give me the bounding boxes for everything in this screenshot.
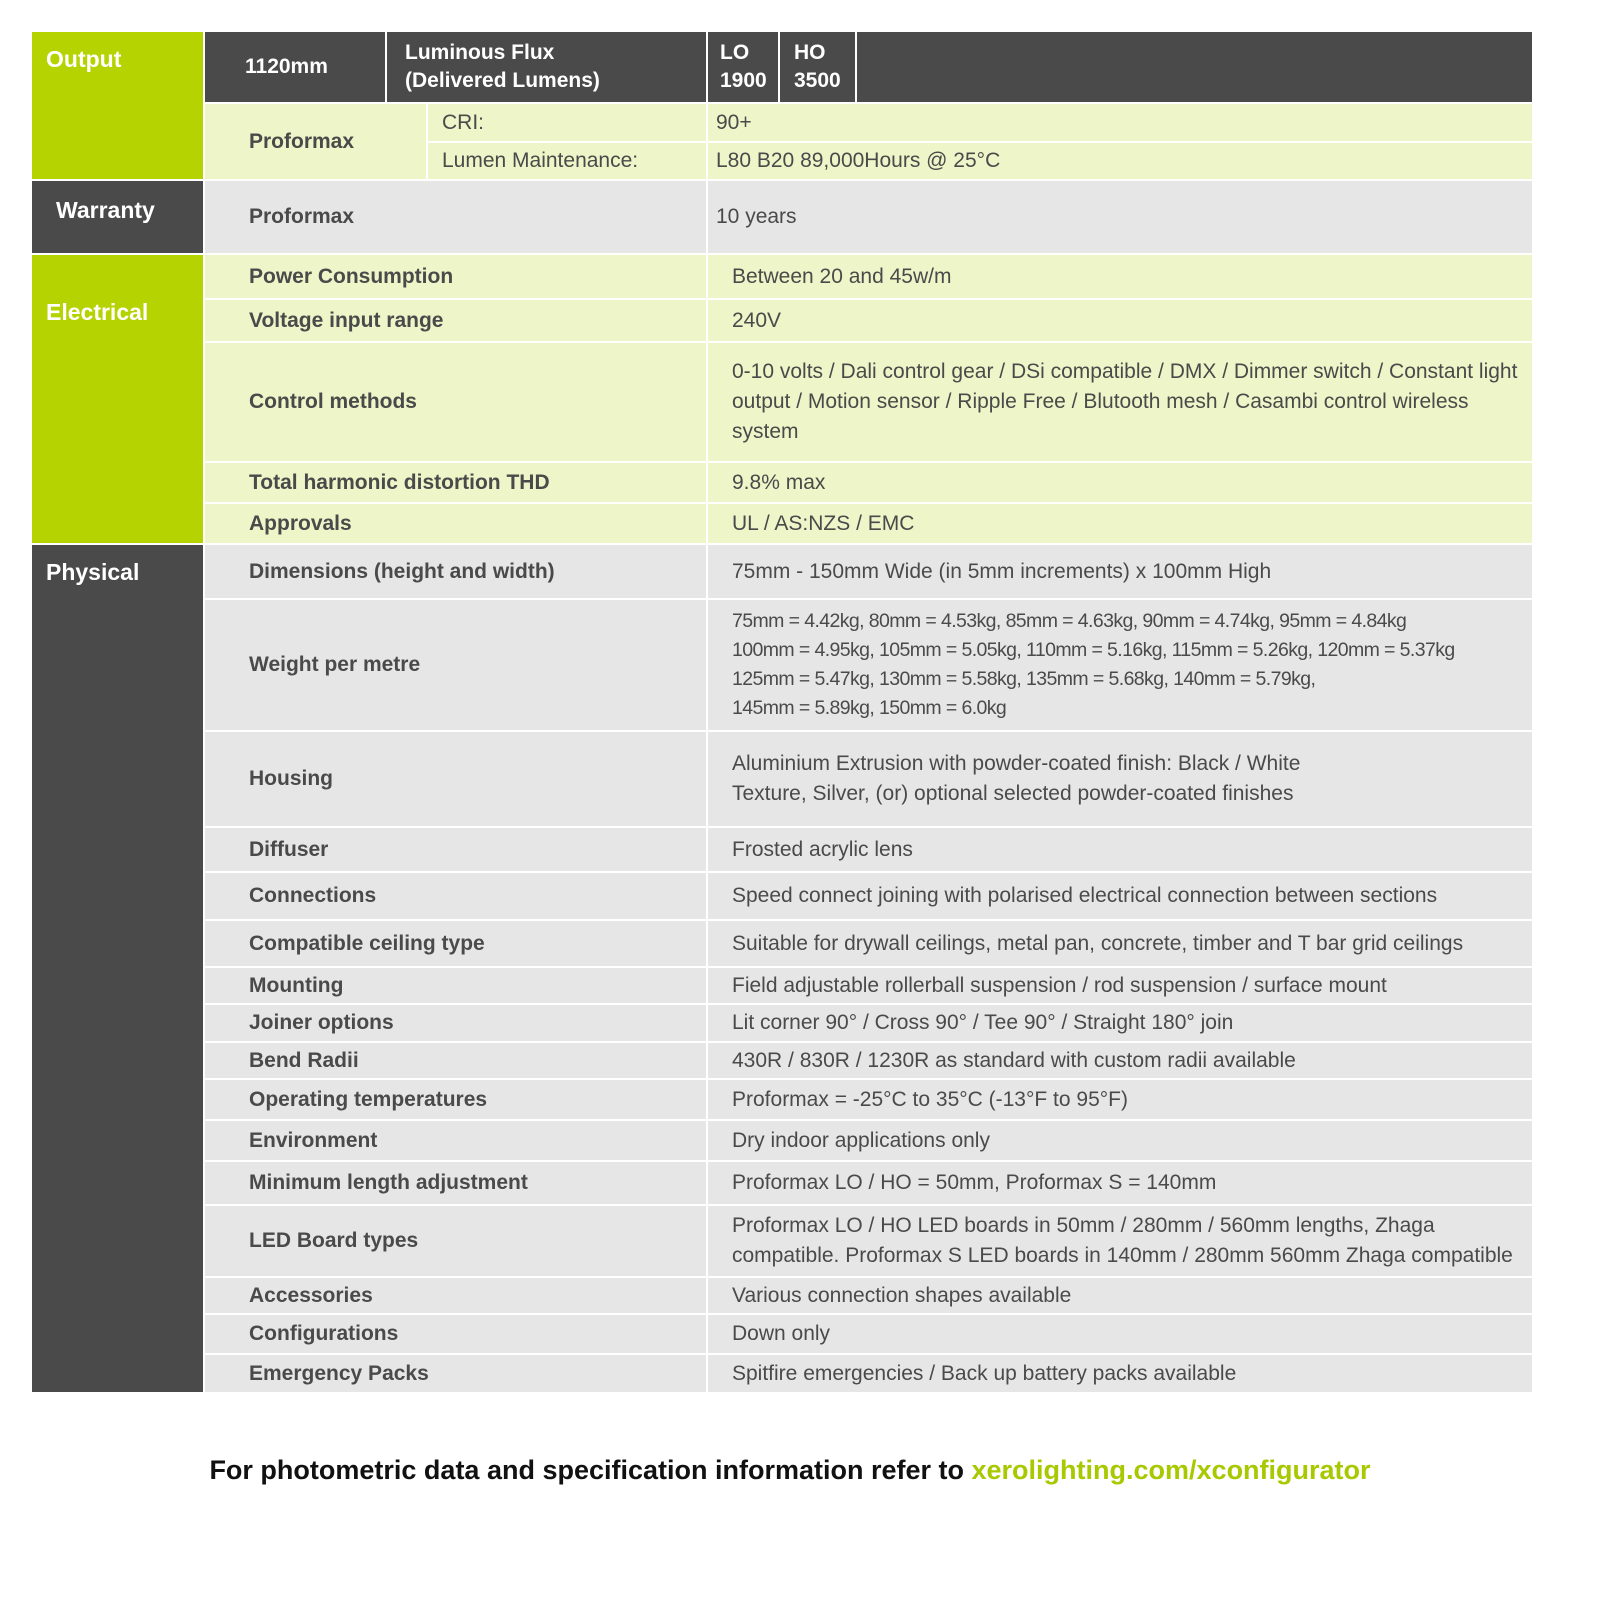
spec-label: Configurations: [205, 1315, 706, 1353]
spec-value: Suitable for drywall ceilings, metal pan, concrete, timber and T bar grid ceilings: [708, 921, 1532, 966]
spec-value: Lit corner 90° / Cross 90° / Tee 90° / Straight 180° join: [708, 1005, 1532, 1041]
cri-label: CRI:: [428, 104, 706, 141]
flux-header: [387, 32, 706, 102]
spec-value: UL / AS:NZS / EMC: [708, 504, 1532, 543]
section-warranty: Warranty: [32, 181, 203, 253]
configurator-link[interactable]: xerolighting.com/xconfigurator: [971, 1455, 1371, 1485]
lo-value: 1900: [720, 69, 767, 92]
spec-label: Emergency Packs: [205, 1355, 706, 1392]
spec-value: Dry indoor applications only: [708, 1121, 1532, 1160]
spec-value: 9.8% max: [708, 463, 1532, 502]
spec-label: Joiner options: [205, 1005, 706, 1041]
spec-label: Minimum length adjustment: [205, 1162, 706, 1204]
spec-value: Frosted acrylic lens: [708, 828, 1532, 871]
spec-label: Power Consumption: [205, 255, 706, 298]
lo-header: [708, 32, 778, 102]
spec-value: Spitfire emergencies / Back up battery packs available: [708, 1355, 1532, 1392]
spec-label: Diffuser: [205, 828, 706, 871]
spec-value: Proformax LO / HO = 50mm, Proformax S = 140mm: [708, 1162, 1532, 1204]
lo-label: LO: [720, 41, 750, 64]
footer-note: [0, 1455, 1580, 1486]
lumen-maintenance-label: Lumen Maintenance:: [428, 143, 706, 179]
spec-value: 75mm - 150mm Wide (in 5mm increments) x 100mm High: [708, 545, 1532, 598]
warranty-value: 10 years: [708, 181, 1532, 253]
spec-value: Speed connect joining with polarised electrical connection between sections: [708, 873, 1532, 919]
spec-label: Environment: [205, 1121, 706, 1160]
spec-value: 240V: [708, 300, 1532, 341]
warranty-label: Proformax: [205, 181, 706, 253]
spec-label: Dimensions (height and width): [205, 545, 706, 598]
section-electrical: Electrical: [32, 255, 203, 543]
header-filler: [857, 32, 1532, 102]
cri-value: 90+: [708, 104, 1532, 141]
spec-label: Approvals: [205, 504, 706, 543]
output-product: Proformax: [205, 104, 426, 179]
spec-label: Compatible ceiling type: [205, 921, 706, 966]
spec-value: Between 20 and 45w/m: [708, 255, 1532, 298]
spec-label: Voltage input range: [205, 300, 706, 341]
spec-value: Proformax = -25°C to 35°C (-13°F to 95°F): [708, 1080, 1532, 1119]
length-header: 1120mm: [205, 32, 385, 102]
spec-label: Total harmonic distortion THD: [205, 463, 706, 502]
spec-label: Housing: [205, 732, 706, 826]
spec-label: Accessories: [205, 1278, 706, 1313]
ho-value: 3500: [794, 69, 841, 92]
spec-value: Proformax LO / HO LED boards in 50mm / 280mm / 560mm lengths, Zhaga compatible. Proformax S LED boards in 140mm / 280mm 560mm Zhaga compatible: [708, 1206, 1532, 1276]
spec-label: LED Board types: [205, 1206, 706, 1276]
spec-label: Connections: [205, 873, 706, 919]
lumen-maintenance-value: L80 B20 89,000Hours @ 25°C: [708, 143, 1532, 179]
spec-label: Operating temperatures: [205, 1080, 706, 1119]
footer-text: For photometric data and specification information refer to: [209, 1455, 972, 1485]
section-output: Output: [32, 32, 203, 179]
spec-value: Aluminium Extrusion with powder-coated finish: Black / White Texture, Silver, (or) optional selected powder-coated finishes: [708, 732, 1532, 826]
spec-value: Down only: [708, 1315, 1532, 1353]
spec-value: Field adjustable rollerball suspension / rod suspension / surface mount: [708, 968, 1532, 1003]
ho-header: [780, 32, 855, 102]
spec-value: 430R / 830R / 1230R as standard with custom radii available: [708, 1043, 1532, 1078]
ho-label: HO: [794, 41, 826, 64]
spec-value: 0-10 volts / Dali control gear / DSi compatible / DMX / Dimmer switch / Constant light output / Motion sensor / Ripple Free / Blutooth mesh / Casambi control wireless system: [708, 343, 1532, 461]
spec-label: Control methods: [205, 343, 706, 461]
spec-label: Bend Radii: [205, 1043, 706, 1078]
flux-label-1: Luminous Flux: [405, 41, 555, 64]
section-physical: Physical: [32, 545, 203, 1392]
flux-label-2: (Delivered Lumens): [405, 69, 600, 92]
spec-value: Various connection shapes available: [708, 1278, 1532, 1313]
spec-value: 75mm = 4.42kg, 80mm = 4.53kg, 85mm = 4.63kg, 90mm = 4.74kg, 95mm = 4.84kg 100mm = 4.95kg, 105mm = 5.05kg, 110mm = 5.16kg, 115mm = 5.26kg, 120mm = 5.37kg 125mm = 5.47kg, 130mm = 5.58kg, 135mm = 5.68kg, 140mm = 5.79kg, 145mm = 5.89kg, 150mm = 6.0kg: [708, 600, 1532, 730]
spec-label: Mounting: [205, 968, 706, 1003]
spec-label: Weight per metre: [205, 600, 706, 730]
